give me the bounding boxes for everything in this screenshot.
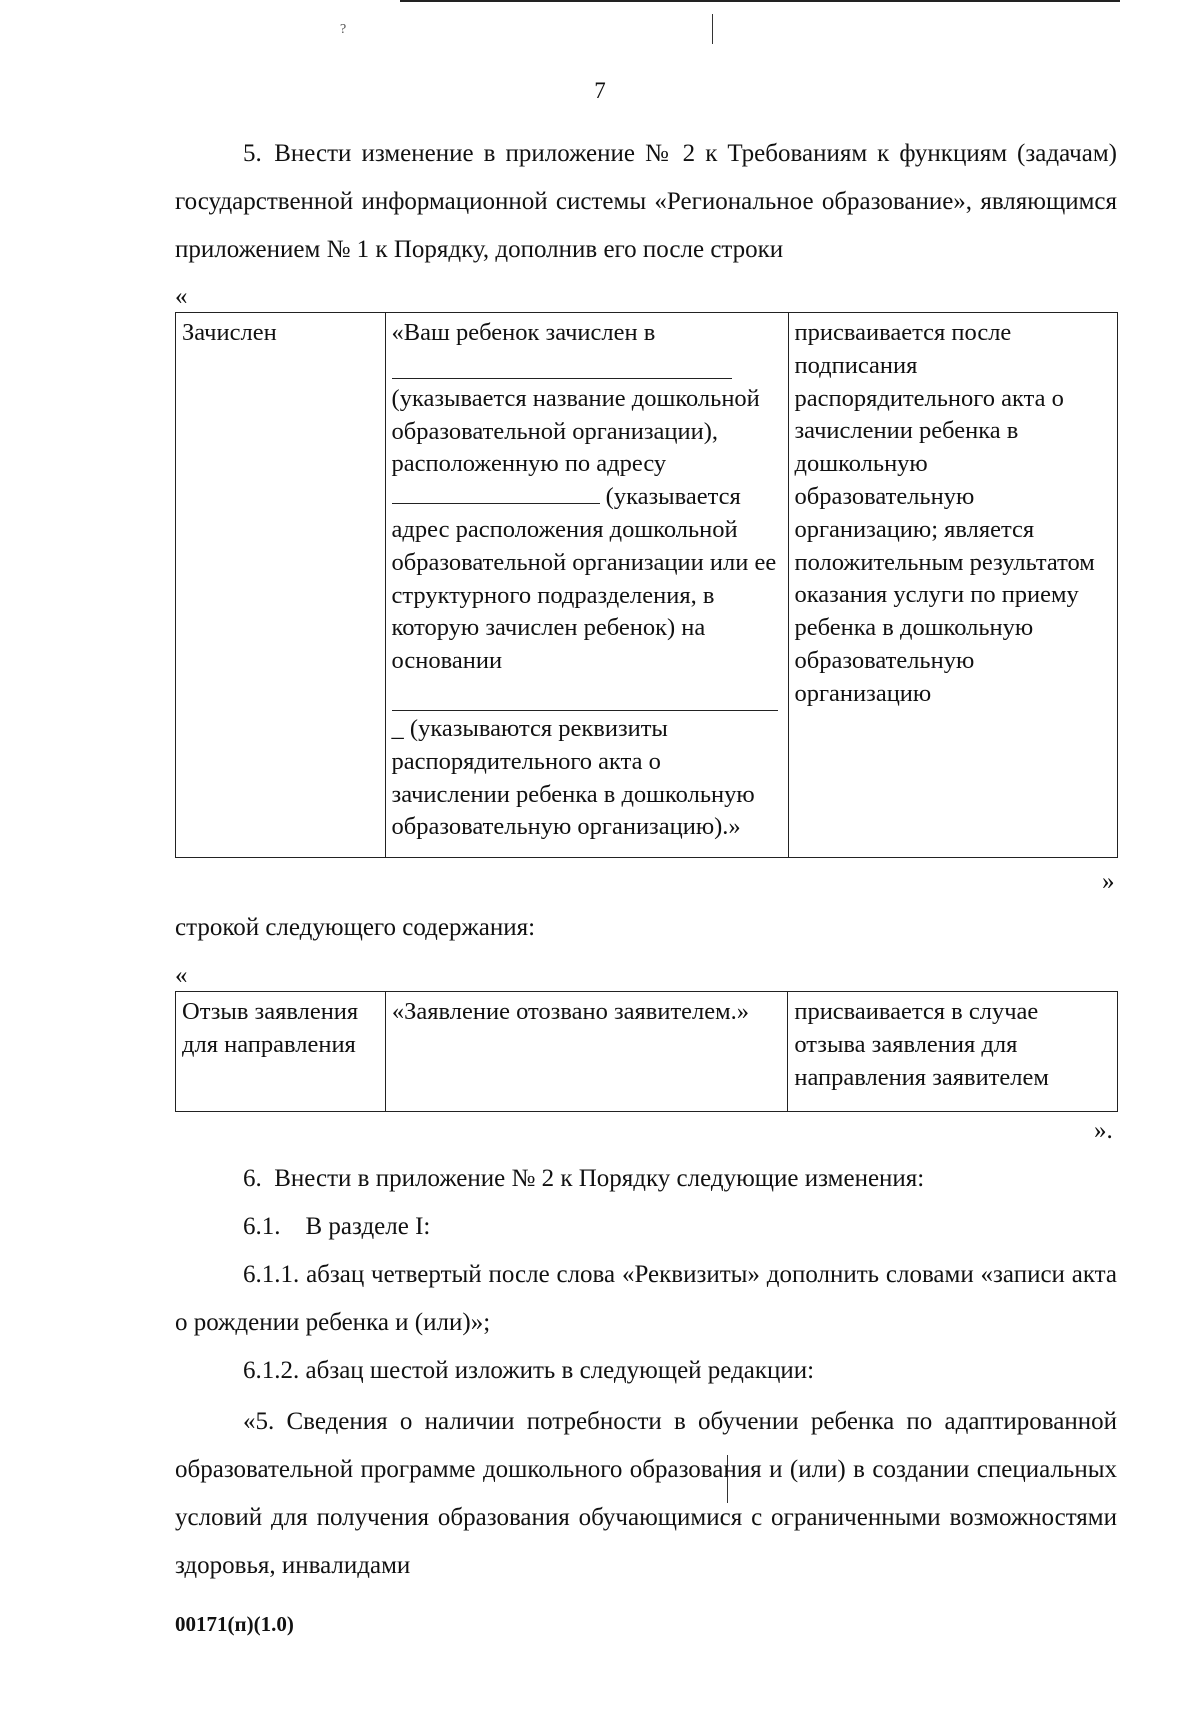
table-row xyxy=(176,992,1118,1112)
status-name-cell: Отзыв заявления для направления xyxy=(176,992,386,1112)
paragraph-quote-5: «5. Сведения о наличии потребности в обучении ребенка по адаптированной образовательной программе дошкольного образования и (или) в создании специальных условий для получения образования обучающимися с ограниченными возможностями здоровья, инвалидами xyxy=(175,1408,1117,1579)
page-number: 7 xyxy=(594,78,606,103)
message-text-a: «Ваш ребенок зачислен в xyxy=(391,319,656,346)
status-name-cell: Зачислен xyxy=(176,313,386,858)
status-message-cell: «Заявление отозвано заявителем.» xyxy=(385,992,787,1112)
message-text-c: (указывается адрес расположения дошкольной образовательной организации или ее структурного подразделения, в которую зачислен ребенок) на основании xyxy=(391,483,777,675)
status-message-cell xyxy=(385,313,788,858)
status-table-withdrawn xyxy=(175,991,1118,1112)
blank-line xyxy=(392,678,778,711)
status-description-cell: присваивается после подписания распорядительного акта о зачислении ребенка в дошкольную образовательную организацию; является положительным результатом оказания услуги по приему ребенка в дошкольную образовательную организацию xyxy=(788,313,1118,858)
quote-close-1: » xyxy=(1102,868,1115,895)
status-table-enrolled xyxy=(175,312,1118,858)
quote-close-2: ». xyxy=(1094,1117,1113,1144)
blank-line xyxy=(392,350,732,379)
top-border-line xyxy=(400,0,1120,2)
quote-open-2: « xyxy=(175,962,188,989)
paragraph-6: 6. Внести в приложение № 2 к Порядку следующие изменения: xyxy=(243,1165,925,1192)
scan-speck: ? xyxy=(340,22,347,37)
quote-open-1: « xyxy=(175,283,188,310)
line-following: строкой следующего содержания: xyxy=(175,914,536,941)
paragraph-6-1-1: 6.1.1. абзац четвертый после слова «Реквизиты» дополнить словами «записи акта о рождении ребенка и (или)»; xyxy=(175,1261,1117,1336)
paragraph-6-1: 6.1. В разделе I: xyxy=(243,1213,431,1240)
message-text-d: _ (указываются реквизиты распорядительного акта о зачислении ребенка в дошкольную образовательную организацию).» xyxy=(391,714,755,841)
blank-line xyxy=(392,481,600,504)
status-description-cell: присваивается в случае отзыва заявления для направления заявителем xyxy=(788,992,1118,1112)
message-text-b: (указывается название дошкольной образовательной организации), расположенную по адресу xyxy=(391,384,760,478)
table-row xyxy=(176,313,1118,858)
paragraph-6-1-2: 6.1.2. абзац шестой изложить в следующей редакции: xyxy=(243,1357,815,1384)
scan-mark xyxy=(712,14,713,44)
paragraph-5: 5. Внести изменение в приложение № 2 к Требованиям к функциям (задачам) государственной информационной системы «Региональное образование», являющимся приложением № 1 к Порядку, дополнив его после строки xyxy=(175,140,1117,263)
document-code: 00171(п)(1.0) xyxy=(175,1612,294,1636)
